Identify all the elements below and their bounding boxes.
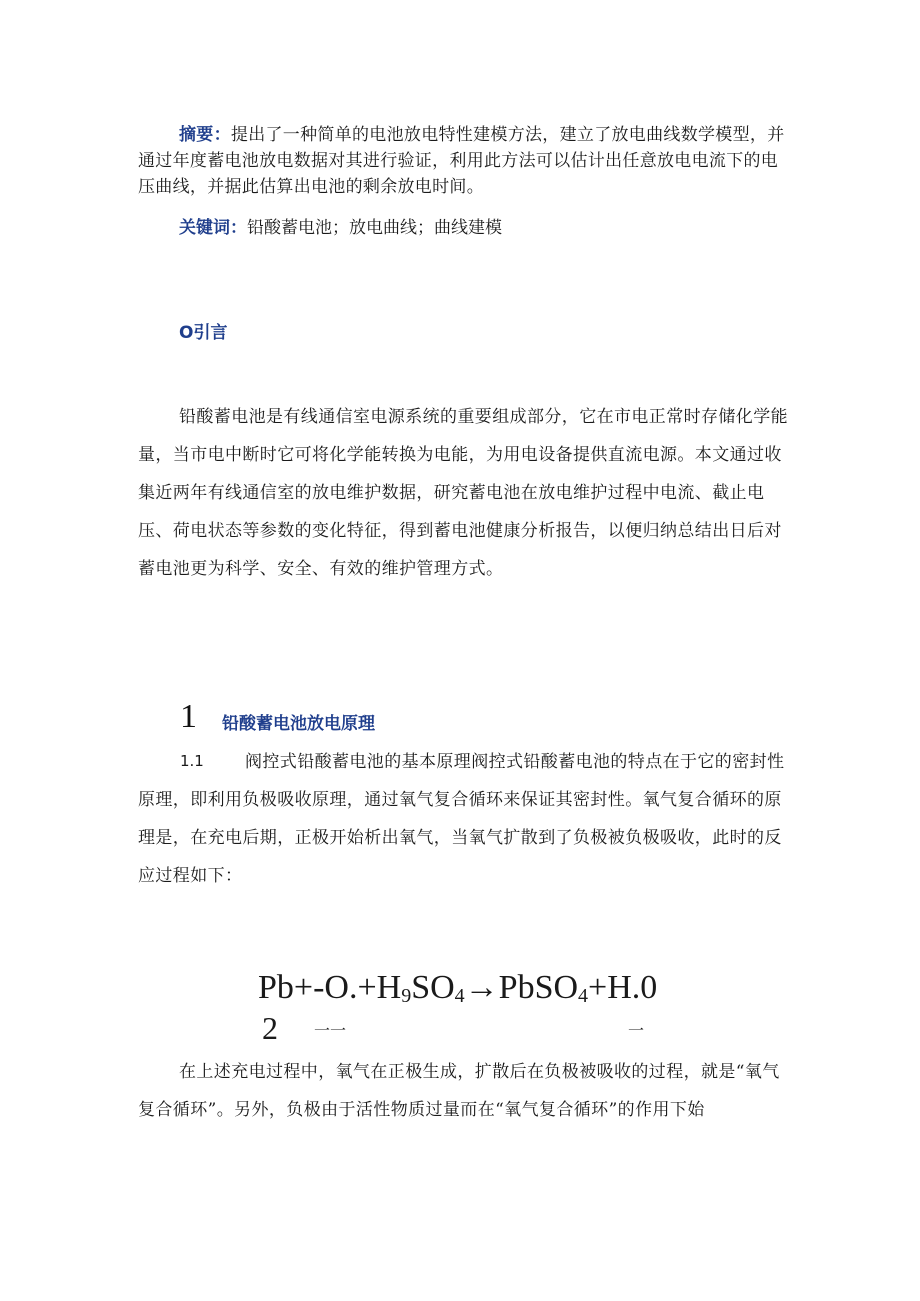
reaction-formula (258, 966, 657, 1018)
section-number: 1 (180, 698, 197, 735)
subsection-paragraph: 阀控式铅酸蓄电池的基本原理阀控式铅酸蓄电池的特点在于它的密封性原理，即利用负极吸收原理，通过氧气复合循环来保证其密封性。氧气复合循环的原理是，在充电后期，正极开始析出氧气，当氧气扩散到了负极被负极吸收，此时的反应过程如下： (138, 752, 785, 886)
formula-sub-2: 4 (454, 985, 465, 1007)
keywords-text: 铅酸蓄电池；放电曲线；曲线建模 (247, 218, 502, 238)
formula-part-2: SO (411, 969, 455, 1006)
formula-dash-right: 一 (628, 1021, 645, 1040)
keywords (179, 215, 502, 241)
formula-coefficient: 2 (262, 1010, 278, 1046)
formula-part-4: +H.0 (588, 969, 658, 1006)
subsection-number: 1.1 (180, 752, 204, 770)
abstract-label: 摘要： (179, 125, 231, 145)
abstract (138, 122, 788, 200)
formula-sub-3: 4 (578, 985, 589, 1007)
abstract-text: 提出了一种简单的电池放电特性建模方法，建立了放电曲线数学模型，并通过年度蓄电池放电数据对其进行验证，利用此方法可以估计出任意放电电流下的电压曲线，并据此估算出电池的剩余放电时间。 (138, 125, 785, 197)
formula-dash-left: 一一 (314, 1021, 347, 1040)
formula-part-1: Pb+-O.+H (258, 969, 402, 1006)
section-heading-intro: O引言 (179, 323, 228, 343)
intro-paragraph: 铅酸蓄电池是有线通信室电源系统的重要组成部分，它在市电正常时存储化学能量，当市电中断时它可将化学能转换为电能，为用电设备提供直流电源。本文通过收集近两年有线通信室的放电维护数据，研究蓄电池在放电维护过程中电流、截止电压、荷电状态等参数的变化特征，得到蓄电池健康分析报告，以便归纳总结出日后对蓄电池更为科学、安全、有效的维护管理方式。 (138, 407, 788, 579)
paragraph-oxygen-cycle: 在上述充电过程中，氧气在正极生成，扩散后在负极被吸收的过程，就是“氧气复合循环”。另外，负极由于活性物质过量而在“氧气复合循环”的作用下始 (138, 1062, 780, 1120)
section-heading-principle: 铅酸蓄电池放电原理 (222, 714, 375, 734)
formula-part-3: →PbSO (464, 969, 579, 1006)
keywords-label: 关键词： (179, 218, 247, 238)
formula-sub-1: 9 (401, 985, 412, 1007)
